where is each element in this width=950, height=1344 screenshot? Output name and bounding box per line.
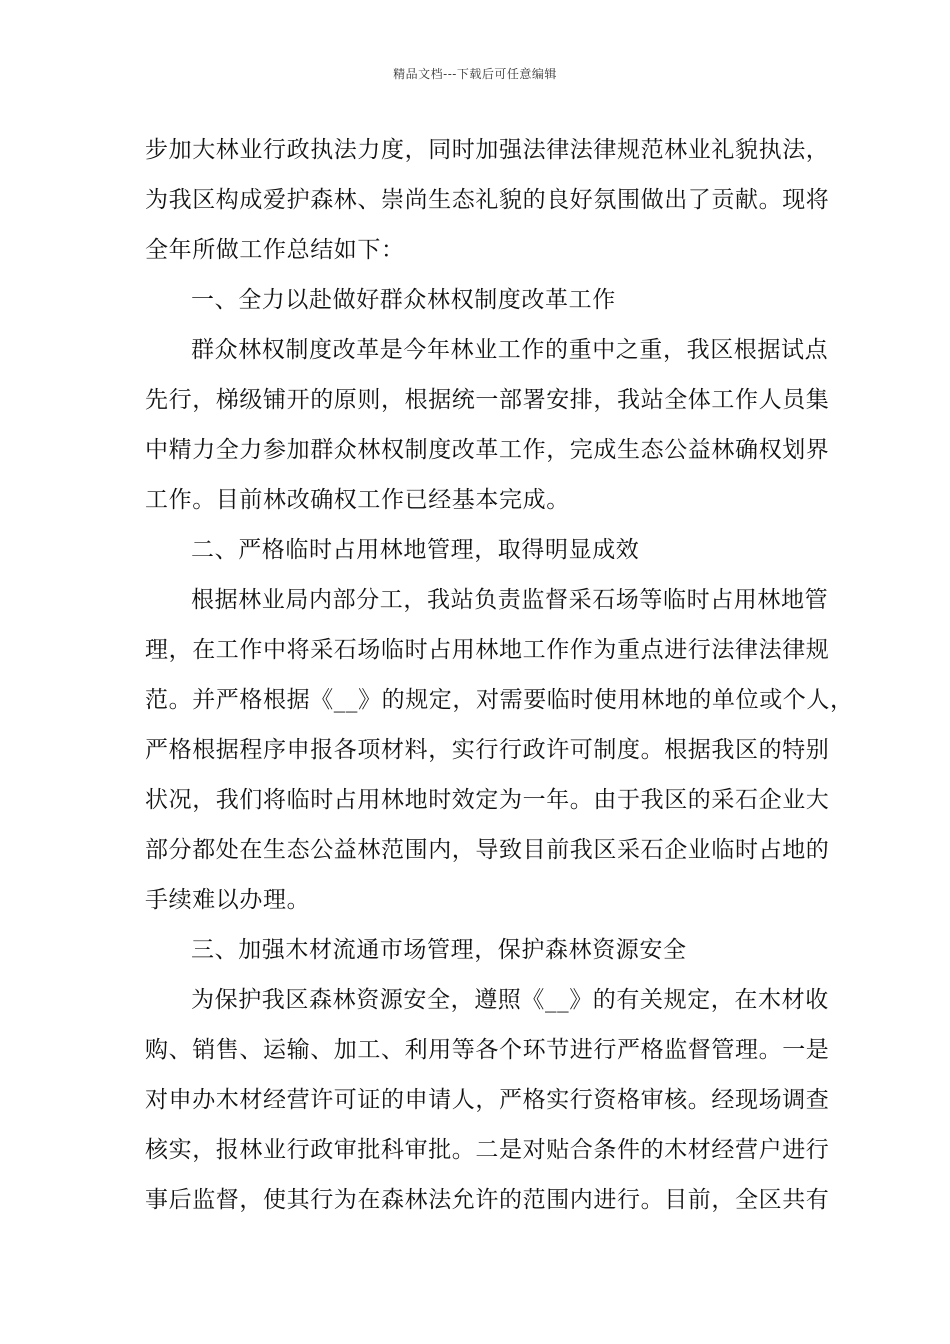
text-line: 全年所做工作总结如下： [145, 237, 405, 263]
text-line: 为保护我区森林资源安全，遵照《__》的有关规定，在木材收 [191, 987, 829, 1013]
section-heading: 一、全力以赴做好群众林权制度改革工作 [191, 287, 616, 313]
text-line: 事后监督，使其行为在森林法允许的范围内进行。目前，全区共有 [145, 1187, 830, 1213]
text-line: 手续难以办理。 [145, 887, 311, 913]
text-line: 群众林权制度改革是今年林业工作的重中之重，我区根据试点 [191, 337, 829, 363]
text-line: 为我区构成爱护森林、崇尚生态礼貌的良好氛围做出了贡献。现将 [145, 187, 830, 213]
text-line: 根据林业局内部分工，我站负责监督采石场等临时占用林地管 [191, 587, 829, 613]
text-line: 范。并严格根据《__》的规定，对需要临时使用林地的单位或个人， [145, 687, 854, 713]
text-line: 中精力全力参加群众林权制度改革工作，完成生态公益林确权划界 [145, 437, 830, 463]
text-line: 步加大林业行政执法力度，同时加强法律法律规范林业礼貌执法， [145, 137, 830, 163]
text-line: 理，在工作中将采石场临时占用林地工作作为重点进行法律法律规 [145, 637, 830, 663]
text-line: 工作。目前林改确权工作已经基本完成。 [145, 487, 570, 513]
text-line: 部分都处在生态公益林范围内，导致目前我区采石企业临时占地的 [145, 837, 830, 863]
text-line: 严格根据程序申报各项材料，实行行政许可制度。根据我区的特别 [145, 737, 830, 763]
text-line: 对申办木材经营许可证的申请人，严格实行资格审核。经现场调查 [145, 1087, 830, 1113]
document-body [145, 125, 854, 1225]
text-line: 核实，报林业行政审批科审批。二是对贴合条件的木材经营户进行 [145, 1137, 830, 1163]
text-line: 先行，梯级铺开的原则，根据统一部署安排，我站全体工作人员集 [145, 387, 830, 413]
section-heading: 二、严格临时占用林地管理，取得明显成效 [191, 537, 640, 563]
text-line: 购、销售、运输、加工、利用等各个环节进行严格监督管理。一是 [145, 1037, 830, 1063]
section-heading: 三、加强木材流通市场管理，保护森林资源安全 [191, 937, 687, 963]
text-line: 状况，我们将临时占用林地时效定为一年。由于我区的采石企业大 [145, 787, 830, 813]
page-header: 精品文档---下载后可任意编辑 [393, 67, 557, 81]
